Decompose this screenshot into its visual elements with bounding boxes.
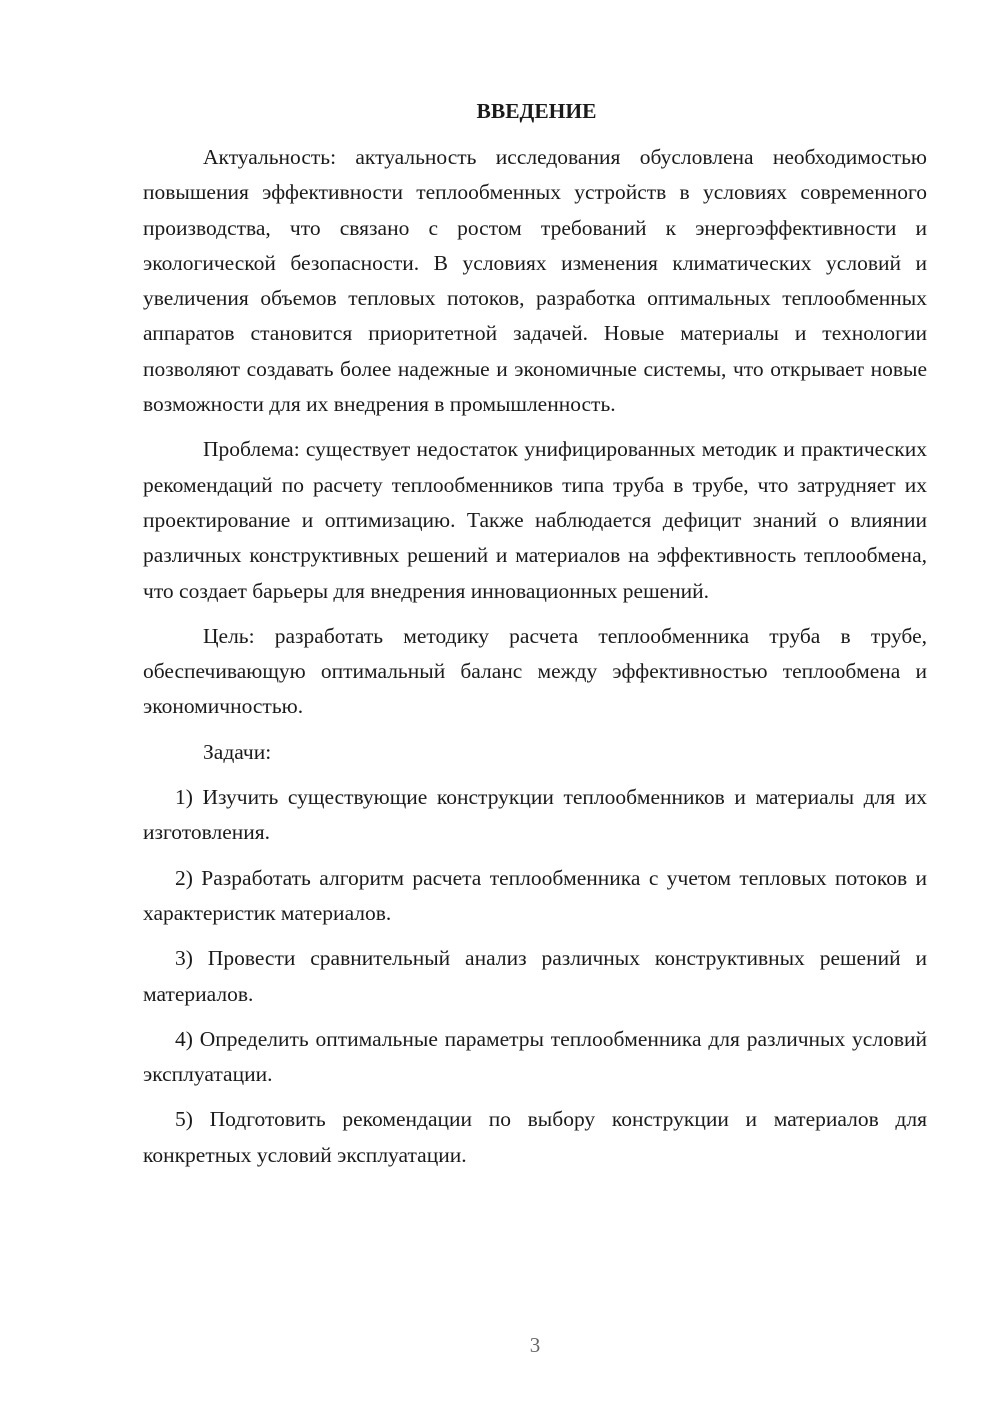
task-item-1: 1) Изучить существующие конструкции теплообменников и материалы для их изготовления. [143,785,927,845]
paragraph-tasks-heading: Задачи: [203,739,272,764]
document-title: ВВЕДЕНИЕ [476,99,597,123]
paragraph-relevance: Актуальность: актуальность исследования обусловлена необходимостью повышения эффективности теплообменных устройств в условиях современного производства, что связано с ростом требований к энергоэффективности и экологической безопасности. В условиях изменения климатических условий и увеличения объемов тепловых потоков, разработка оптимальных теплообменных аппаратов становится приоритетной задачей. Новые материалы и технологии позволяют создавать более надежные и экономичные системы, что открывает новые возможности для их внедрения в промышленность. [143,145,927,417]
task-item-3: 3) Провести сравнительный анализ различных конструктивных решений и материалов. [143,946,927,1006]
task-item-4: 4) Определить оптимальные параметры теплообменника для различных условий эксплуатации. [143,1026,927,1087]
task-item-2: 2) Разработать алгоритм расчета теплообменника с учетом тепловых потоков и характеристик материалов. [143,865,927,925]
paragraph-goal: Цель: разработать методику расчета теплообменника труба в трубе, обеспечивающую оптимальный баланс между эффективностью теплообмена и экономичностью. [143,623,927,719]
document-body [143,94,927,1173]
task-list [143,780,927,1173]
paragraph-problem: Проблема: существует недостаток унифицированных методик и практических рекомендаций по расчету теплообменников типа труба в трубе, что затрудняет их проектирование и оптимизацию. Также наблюдается дефицит знаний о влиянии различных конструктивных решений и материалов на эффективность теплообмена, что создает барьеры для внедрения инновационных решений. [143,437,927,603]
task-item-5: 5) Подготовить рекомендации по выбору конструкции и материалов для конкретных условий эксплуатации. [143,1107,927,1167]
page-number: 3 [529,1333,541,1357]
